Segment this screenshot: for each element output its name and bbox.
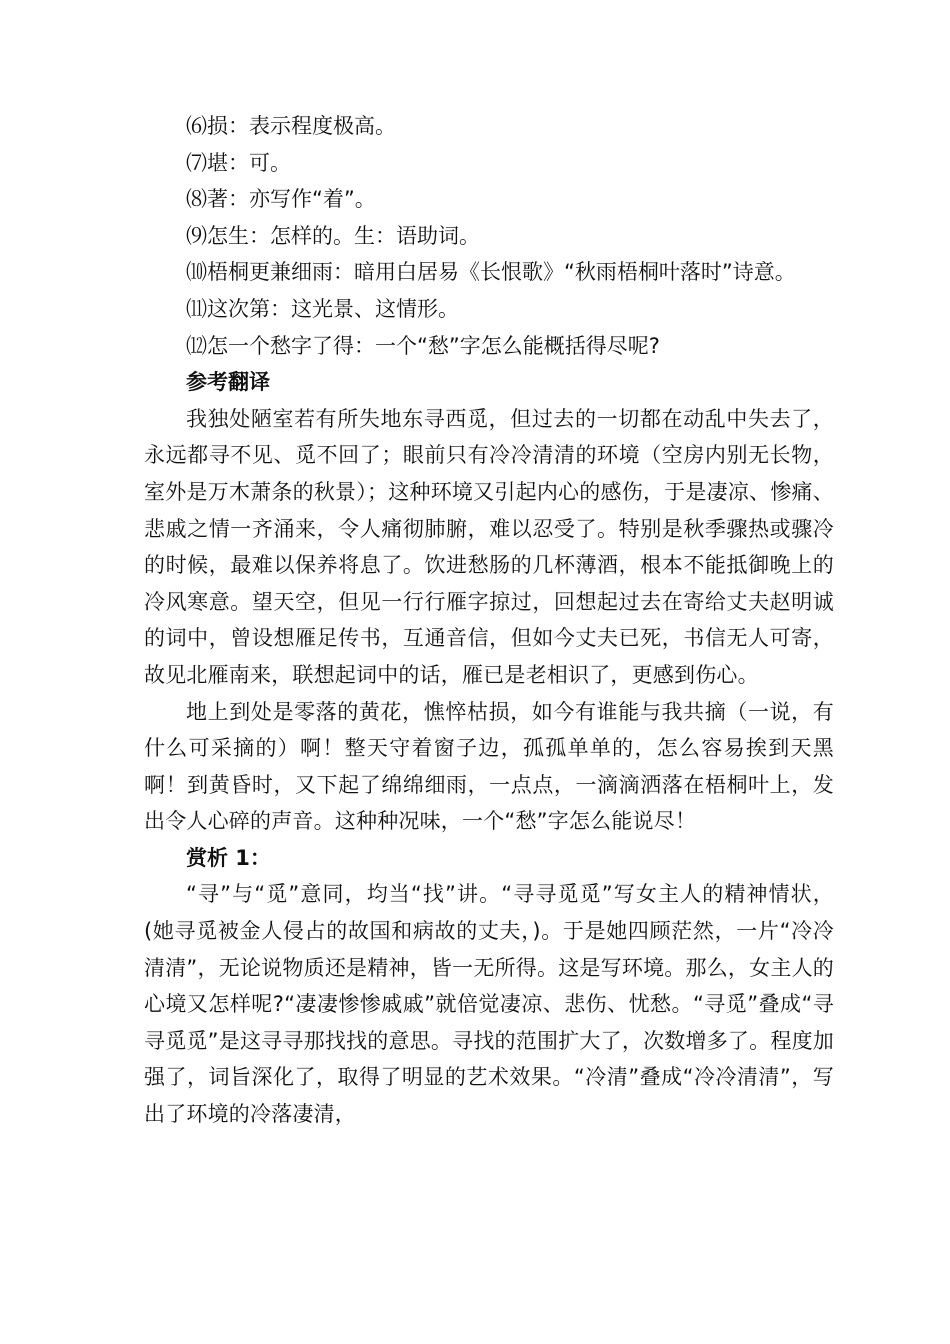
translation-paragraph-1: 我独处陋室若有所失地东寻西觅，但过去的一切都在动乱中失去了，永远都寻不见、觅不回了；眼前只有冷冷清清的环境（空房内别无长物，室外是万木萧条的秋景）；这种环境又引起内心的感伤，于是凄凉、惨痛、悲戚之情一齐涌来，令人痛彻肺腑，难以忍受了。特别是秋季骤热或骤冷的时候，最难以保养将息了。饮进愁肠的几杯薄酒，根本不能抵御晚上的冷风寒意。望天空，但见一行行雁字掠过，回想起过去在寄给丈夫赵明诚的词中，曾设想雁足传书，互通音信，但如今丈夫已死，书信无人可寄，故见北雁南来，联想起词中的话，雁已是老相识了，更感到伤心。 [144, 406, 834, 687]
note-12: ⑿怎一个愁字了得：一个“愁”字怎么能概括得尽呢? [186, 333, 660, 358]
appreciation-paragraph-1: “寻”与“觅”意同，均当“找”讲。“寻寻觅觅”写女主人的精神情状，(她寻觅被金人侵占的故国和病故的丈夫，)。于是她四顾茫然，一片“冷冷清清”，无论说物质还是精神，皆一无所得。这是写环境。那么，女主人的心境又怎样呢?“凄凄惨惨戚戚”就倍觉凄凉、悲伤、忧愁。“寻觅”叠成“寻寻觅觅”是这寻寻那找找的意思。寻找的范围扩大了，次数增多了。程度加强了，词旨深化了，取得了明显的艺术效果。“冷清”叠成“冷冷清清”，写出了环境的冷落凄清， [144, 882, 834, 1127]
note-11: ⑾这次第：这光景、这情形。 [186, 296, 459, 321]
appreciation-heading: 赏析 1： [186, 845, 271, 870]
note-6: ⑹损：表示程度极高。 [186, 114, 396, 138]
translation-paragraph-2: 地上到处是零落的黄花，憔悴枯损，如今有谁能与我共摘（一说，有什么可采摘的）啊！整天守着窗子边，孤孤单单的，怎么容易挨到天黑啊！到黄昏时，又下起了绵绵细雨，一点点，一滴滴洒落在梧桐叶上，发出令人心碎的声音。这种种况味，一个“愁”字怎么能说尽！ [144, 699, 834, 834]
translation-heading: 参考翻译 [186, 370, 270, 395]
note-8: ⑻著：亦写作“着”。 [186, 187, 376, 212]
document-page [144, 108, 834, 1133]
note-9: ⑼怎生：怎样的。生：语助词。 [186, 223, 480, 248]
note-10: ⑽梧桐更兼细雨：暗用白居易《长恨歌》“秋雨梧桐叶落时”诗意。 [186, 260, 796, 285]
note-7: ⑺堪：可。 [186, 150, 291, 175]
